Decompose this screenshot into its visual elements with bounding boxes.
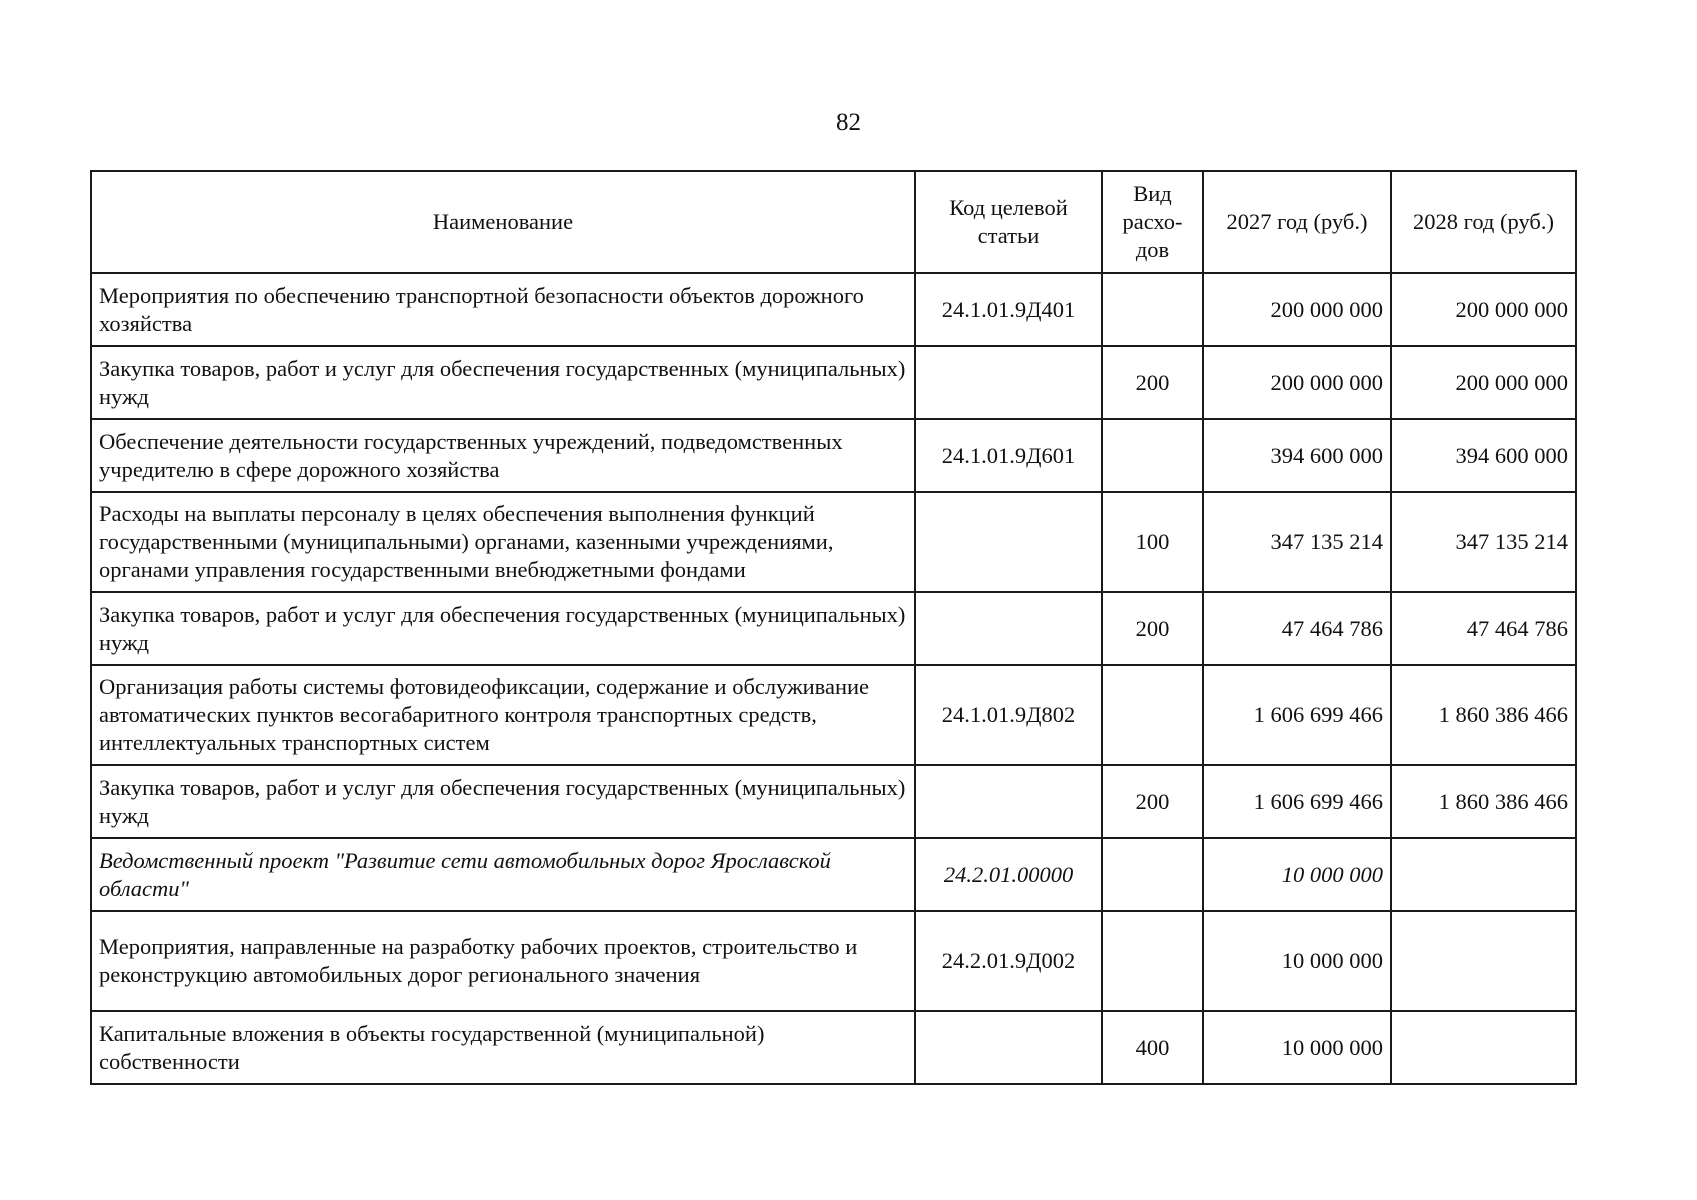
cell-code <box>915 765 1102 838</box>
cell-kind: 100 <box>1102 492 1203 592</box>
cell-kind <box>1102 419 1203 492</box>
cell-code: 24.1.01.9Д601 <box>915 419 1102 492</box>
cell-2027: 10 000 000 <box>1203 911 1391 1011</box>
cell-2028 <box>1391 1011 1576 1084</box>
cell-2027: 10 000 000 <box>1203 1011 1391 1084</box>
cell-2027: 10 000 000 <box>1203 838 1391 911</box>
cell-2027: 1 606 699 466 <box>1203 765 1391 838</box>
cell-code <box>915 1011 1102 1084</box>
cell-name: Мероприятия, направленные на разработку рабочих проектов, строительство и реконструкцию автомобильных дорог регионального значения <box>91 911 915 1011</box>
cell-2028 <box>1391 911 1576 1011</box>
cell-2027: 347 135 214 <box>1203 492 1391 592</box>
cell-name: Закупка товаров, работ и услуг для обеспечения государственных (муниципальных) нужд <box>91 346 915 419</box>
cell-name: Мероприятия по обеспечению транспортной безопасности объектов дорожного хозяйства <box>91 273 915 346</box>
cell-2028 <box>1391 838 1576 911</box>
page-number: 82 <box>836 109 861 136</box>
cell-name: Капитальные вложения в объекты государственной (муниципальной) собственности <box>91 1011 915 1084</box>
table-row <box>91 838 1576 911</box>
header-name: Наименование <box>91 171 915 273</box>
cell-code: 24.1.01.9Д401 <box>915 273 1102 346</box>
cell-2028: 200 000 000 <box>1391 346 1576 419</box>
cell-name: Обеспечение деятельности государственных учреждений, подведомственных учредителю в сфере дорожного хозяйства <box>91 419 915 492</box>
cell-2027: 200 000 000 <box>1203 273 1391 346</box>
cell-2027: 394 600 000 <box>1203 419 1391 492</box>
cell-name: Закупка товаров, работ и услуг для обеспечения государственных (муниципальных) нужд <box>91 592 915 665</box>
cell-2028: 47 464 786 <box>1391 592 1576 665</box>
cell-code <box>915 592 1102 665</box>
table-row <box>91 1011 1576 1084</box>
cell-code: 24.2.01.9Д002 <box>915 911 1102 1011</box>
cell-code <box>915 492 1102 592</box>
header-kind: Вид расхо-дов <box>1102 171 1203 273</box>
table-row <box>91 665 1576 765</box>
header-2028: 2028 год (руб.) <box>1391 171 1576 273</box>
cell-2027: 47 464 786 <box>1203 592 1391 665</box>
table-row <box>91 492 1576 592</box>
table-row <box>91 346 1576 419</box>
cell-2028: 347 135 214 <box>1391 492 1576 592</box>
cell-code <box>915 346 1102 419</box>
cell-2028: 200 000 000 <box>1391 273 1576 346</box>
cell-code: 24.2.01.00000 <box>915 838 1102 911</box>
table-row <box>91 273 1576 346</box>
cell-code: 24.1.01.9Д802 <box>915 665 1102 765</box>
header-2027: 2027 год (руб.) <box>1203 171 1391 273</box>
table-row <box>91 765 1576 838</box>
table-row <box>91 592 1576 665</box>
cell-kind <box>1102 911 1203 1011</box>
cell-kind: 200 <box>1102 592 1203 665</box>
cell-kind <box>1102 838 1203 911</box>
cell-kind <box>1102 665 1203 765</box>
table-header-row <box>91 171 1576 273</box>
cell-kind <box>1102 273 1203 346</box>
cell-name: Организация работы системы фотовидеофиксации, содержание и обслуживание автоматических пунктов весогабаритного контроля транспортных средств, интеллектуальных транспортных систем <box>91 665 915 765</box>
table-row <box>91 911 1576 1011</box>
cell-kind: 200 <box>1102 765 1203 838</box>
cell-name: Ведомственный проект "Развитие сети автомобильных дорог Ярославской области" <box>91 838 915 911</box>
cell-2028: 394 600 000 <box>1391 419 1576 492</box>
cell-name: Закупка товаров, работ и услуг для обеспечения государственных (муниципальных) нужд <box>91 765 915 838</box>
cell-kind: 400 <box>1102 1011 1203 1084</box>
cell-name: Расходы на выплаты персоналу в целях обеспечения выполнения функций государственными (муниципальными) органами, казенными учреждениями, органами управления государственными внебюджетными фондами <box>91 492 915 592</box>
header-code: Код целевой статьи <box>915 171 1102 273</box>
cell-2028: 1 860 386 466 <box>1391 665 1576 765</box>
cell-2027: 1 606 699 466 <box>1203 665 1391 765</box>
cell-2028: 1 860 386 466 <box>1391 765 1576 838</box>
cell-kind: 200 <box>1102 346 1203 419</box>
cell-2027: 200 000 000 <box>1203 346 1391 419</box>
budget-table <box>90 170 1577 1085</box>
table-row <box>91 419 1576 492</box>
